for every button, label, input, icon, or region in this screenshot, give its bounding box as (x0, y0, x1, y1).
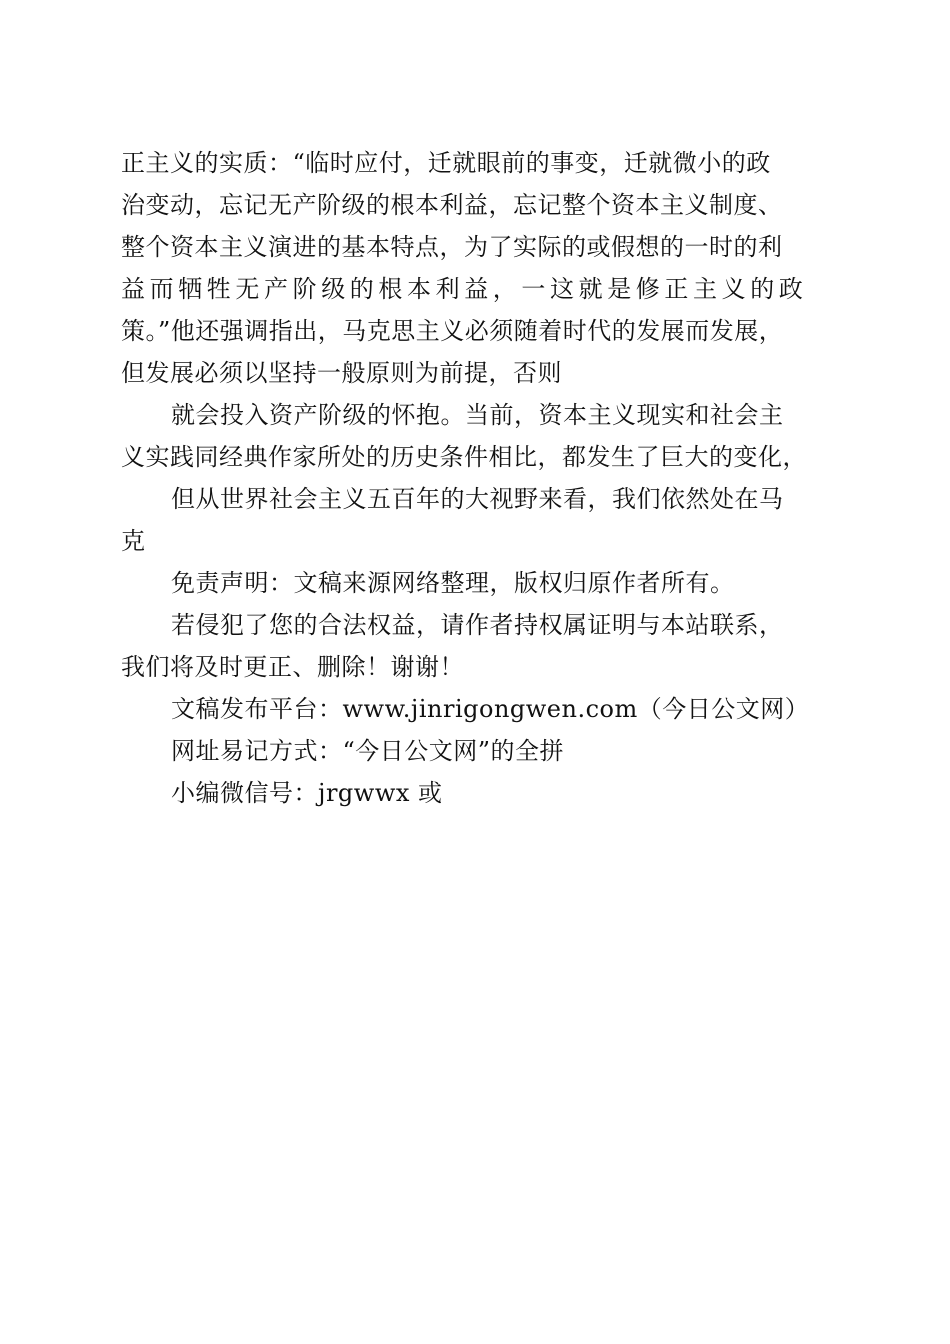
body-line: 就会投入资产阶级的怀抱。当前，资本主义现实和社会主 (171, 401, 784, 429)
url-hint-line: 网址易记方式：“今日公文网”的全拼 (171, 737, 565, 765)
body-line: 义实践同经典作家所处的历史条件相比，都发生了巨大的变化， (121, 443, 807, 471)
body-line: 整个资本主义演进的基本特点，为了实际的或假想的一时的利 (121, 233, 783, 261)
document-body (121, 142, 833, 814)
disclaimer-line: 我们将及时更正、删除！谢谢！ (121, 653, 464, 681)
platform-line: 文稿发布平台：www.jinrigongwen.com（今日公文网） (171, 695, 810, 723)
body-line: 但从世界社会主义五百年的大视野来看，我们依然处在马 (171, 485, 784, 513)
body-line: 策。”他还强调指出，马克思主义必须随着时代的发展而发展， (121, 317, 784, 345)
body-line: 克 (121, 527, 146, 555)
body-line: 治变动，忘记无产阶级的根本利益，忘记整个资本主义制度、 (121, 191, 783, 219)
body-line: 益而牺牲无产阶级的根本利益，一这就是修正主义的政 (121, 275, 808, 303)
body-line: 正主义的实质：“临时应付，迁就眼前的事变，迁就微小的政 (121, 149, 771, 177)
disclaimer-line: 若侵犯了您的合法权益，请作者持权属证明与本站联系， (171, 611, 784, 639)
wechat-line: 小编微信号：jrgwwx 或 (171, 779, 443, 807)
body-line: 但发展必须以坚持一般原则为前提，否则 (121, 359, 562, 387)
disclaimer-line: 免责声明：文稿来源网络整理，版权归原作者所有。 (171, 569, 735, 597)
